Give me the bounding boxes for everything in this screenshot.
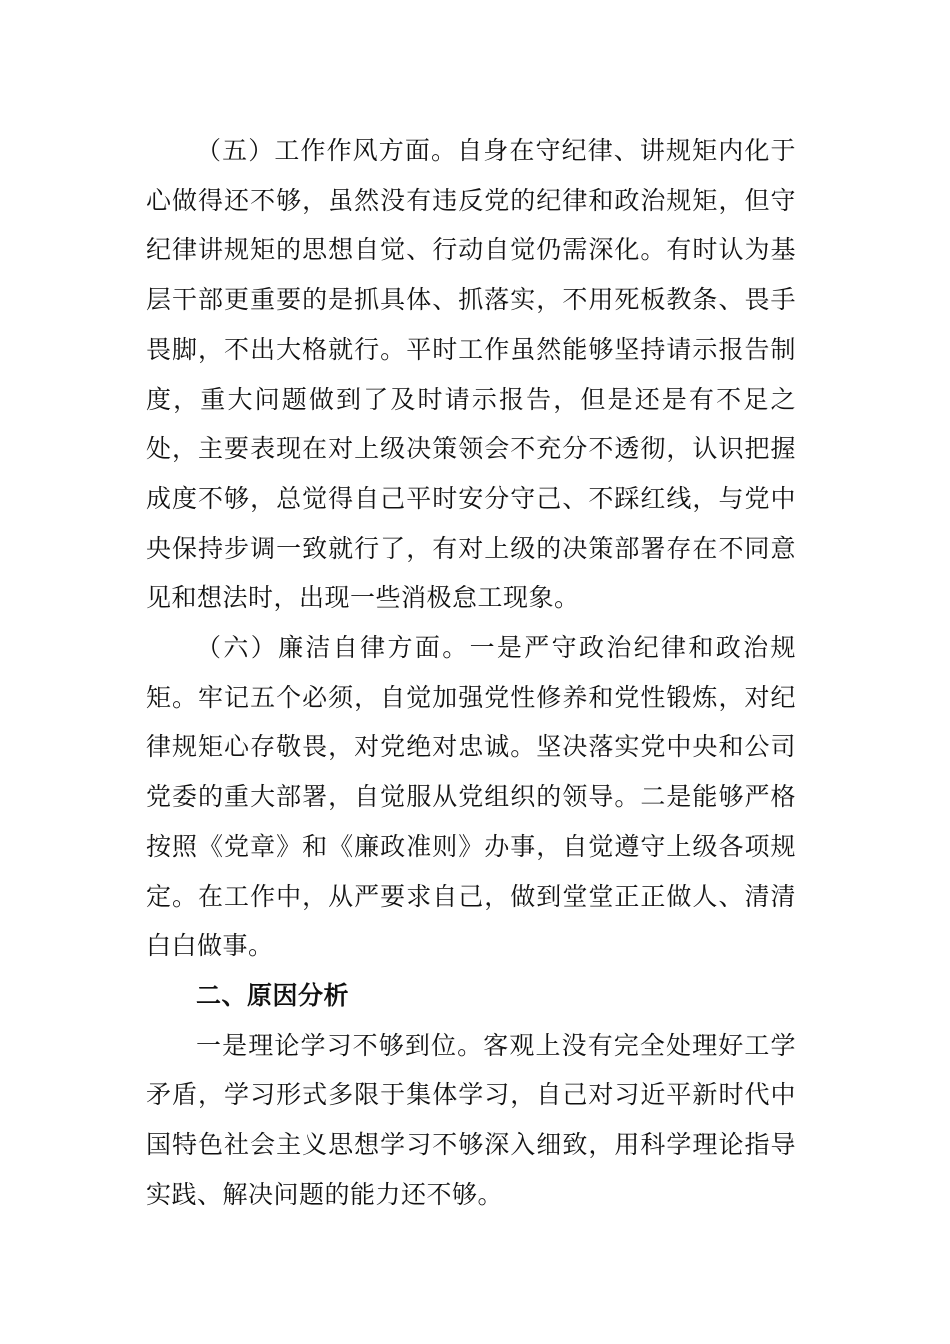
- paragraph-integrity: （六）廉洁自律方面。一是严守政治纪律和政治规矩。牢记五个必须，自觉加强党性修养和党性锻炼，对纪律规矩心存敬畏，对党绝对忠诚。坚决落实党中央和公司党委的重大部署，自觉服从党组织的领导。二是能够严格按照《党章》和《廉政准则》办事，自觉遵守上级各项规定。在工作中，从严要求自己，做到堂堂正正做人、清清白白做事。: [146, 633, 796, 961]
- section-heading-cause-analysis: 二、原因分析: [196, 980, 350, 1010]
- paragraph-work-style: （五）工作作风方面。自身在守纪律、讲规矩内化于心做得还不够，虽然没有违反党的纪律和政治规矩，但守纪律讲规矩的思想自觉、行动自觉仍需深化。有时认为基层干部更重要的是抓具体、抓落实，不用死板教条、畏手畏脚，不出大格就行。平时工作虽然能够坚持请示报告制度，重大问题做到了及时请示报告，但是还是有不足之处，主要表现在对上级决策领会不充分不透彻，认识把握成度不够，总觉得自己平时安分守己、不踩红线，与党中央保持步调一致就行了，有对上级的决策部署存在不同意见和想法时，出现一些消极怠工现象。: [146, 136, 796, 613]
- document-body: [146, 126, 796, 1219]
- paragraph-theory-study: 一是理论学习不够到位。客观上没有完全处理好工学矛盾，学习形式多限于集体学习，自己对习近平新时代中国特色社会主义思想学习不够深入细致，用科学理论指导实践、解决问题的能力还不够。: [146, 1030, 796, 1209]
